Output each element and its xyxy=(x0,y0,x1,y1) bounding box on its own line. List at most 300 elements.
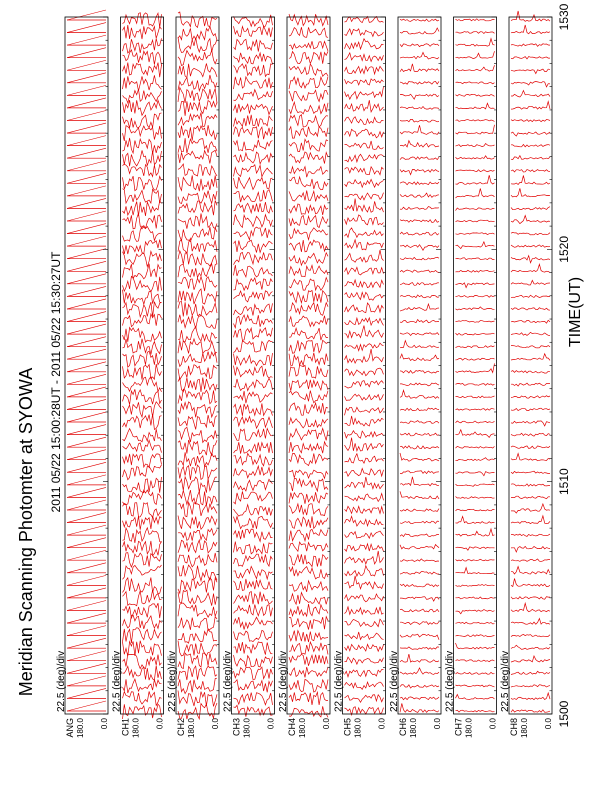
trace-line xyxy=(456,189,495,199)
trace-line xyxy=(511,504,550,513)
trace-line xyxy=(345,193,384,200)
panel-ch6 xyxy=(389,17,442,738)
scan-angle-line xyxy=(67,249,106,259)
panel-ch7 xyxy=(445,17,498,738)
trace-line xyxy=(345,477,384,489)
scan-angle-line xyxy=(67,224,106,234)
trace-line xyxy=(511,516,550,524)
trace-line xyxy=(178,529,217,541)
trace-line xyxy=(456,529,495,536)
trace-line xyxy=(289,428,328,440)
trace-line xyxy=(511,433,550,436)
trace-line xyxy=(178,88,217,104)
trace-line xyxy=(234,416,273,428)
trace-line xyxy=(178,440,217,455)
y-tick-top: 180.0 xyxy=(242,718,252,739)
trace-line xyxy=(511,132,550,136)
trace-line xyxy=(511,44,550,47)
trace-line xyxy=(234,190,273,203)
trace-line xyxy=(511,145,550,147)
trace-line xyxy=(400,685,439,689)
trace-line xyxy=(511,320,550,323)
trace-line xyxy=(178,653,217,669)
trace-line xyxy=(289,90,328,101)
trace-line xyxy=(400,52,439,59)
trace-line xyxy=(234,152,273,164)
x-tick-label: 1520 xyxy=(557,235,571,263)
trace-line xyxy=(289,316,328,327)
trace-line xyxy=(234,516,273,529)
trace-line xyxy=(511,295,550,298)
trace-line xyxy=(123,290,162,305)
panel-label: CH2 xyxy=(176,718,186,737)
trace-line xyxy=(123,503,162,518)
scan-angle-line xyxy=(67,550,106,560)
trace-line xyxy=(123,528,162,543)
trace-line xyxy=(456,516,495,523)
trace-line xyxy=(178,314,217,328)
trace-line xyxy=(178,703,217,719)
trace-line xyxy=(289,303,328,316)
trace-line xyxy=(178,138,217,153)
trace-line xyxy=(456,597,495,599)
trace-line xyxy=(345,129,384,138)
trace-line xyxy=(178,64,217,78)
trace-line xyxy=(289,492,328,504)
scale-label: 22.5 (deg)/div xyxy=(500,650,511,712)
trace-line xyxy=(234,240,273,252)
panel-ang xyxy=(56,10,109,738)
scan-angle-line xyxy=(67,337,106,347)
trace-line xyxy=(178,666,217,680)
trace-line xyxy=(345,117,384,125)
scan-angle-line xyxy=(67,10,106,20)
panel-frame xyxy=(398,17,441,714)
trace-line xyxy=(511,579,550,587)
trace-line xyxy=(234,104,273,115)
scan-angle-line xyxy=(67,588,106,598)
trace-line xyxy=(234,64,273,77)
trace-line xyxy=(511,446,550,449)
trace-line xyxy=(400,245,439,251)
trace-line xyxy=(511,264,550,272)
trace-line xyxy=(345,431,384,439)
scan-angle-line xyxy=(67,349,106,359)
trace-line xyxy=(400,597,439,601)
trace-line xyxy=(345,86,384,99)
trace-line xyxy=(234,453,273,466)
trace-line xyxy=(178,227,217,242)
trace-line xyxy=(289,679,328,692)
trace-line xyxy=(123,691,162,705)
trace-line xyxy=(123,302,162,317)
trace-line xyxy=(456,710,495,712)
trace-line xyxy=(511,232,550,235)
trace-line xyxy=(456,125,495,134)
scan-angle-line xyxy=(67,575,106,585)
trace-line xyxy=(345,17,384,23)
trace-line xyxy=(400,119,439,122)
trace-line xyxy=(511,245,550,247)
trace-line xyxy=(289,278,328,291)
scan-angle-line xyxy=(67,525,106,535)
trace-line xyxy=(345,66,384,74)
trace-line xyxy=(400,320,439,323)
trace-line xyxy=(511,156,550,160)
trace-line xyxy=(400,81,439,84)
trace-line xyxy=(456,333,495,335)
scan-angle-line xyxy=(67,73,106,83)
trace-line xyxy=(345,531,384,538)
panel-label: CH3 xyxy=(231,718,242,737)
trace-line xyxy=(345,53,384,62)
trace-line xyxy=(289,470,328,478)
trace-line xyxy=(289,204,328,215)
scan-angle-line xyxy=(67,676,106,686)
trace-line xyxy=(234,278,273,290)
trace-line xyxy=(178,691,217,707)
trace-line xyxy=(123,25,162,39)
trace-line xyxy=(289,27,328,37)
trace-line xyxy=(289,504,328,516)
trace-line xyxy=(400,509,439,512)
trace-line xyxy=(289,177,328,190)
trace-line xyxy=(400,283,439,286)
trace-line xyxy=(511,207,550,210)
trace-line xyxy=(234,579,273,591)
trace-line xyxy=(400,609,439,612)
trace-line xyxy=(178,150,217,163)
trace-line xyxy=(456,120,495,122)
x-tick-label: 1530 xyxy=(557,3,571,31)
trace-line xyxy=(178,641,217,656)
trace-line xyxy=(511,634,550,636)
trace-line xyxy=(123,189,162,204)
trace-line xyxy=(234,529,273,541)
trace-line xyxy=(456,170,495,172)
scan-angle-line xyxy=(67,475,106,485)
trace-line xyxy=(289,365,328,378)
trace-line xyxy=(289,604,328,616)
trace-line xyxy=(345,516,384,526)
trace-line xyxy=(234,391,273,403)
panel-label: ANG xyxy=(65,718,75,738)
panel-ch8 xyxy=(500,11,553,738)
panel-label: CH1 xyxy=(120,718,131,737)
trace-line xyxy=(178,565,217,581)
trace-line xyxy=(123,264,162,279)
trace-line xyxy=(456,635,495,637)
scan-angle-line xyxy=(67,261,106,271)
scan-angle-line xyxy=(67,412,106,422)
trace-line xyxy=(400,559,439,562)
trace-line xyxy=(511,120,550,122)
scan-angle-line xyxy=(67,701,106,711)
trace-line xyxy=(234,705,273,716)
trace-line xyxy=(234,127,273,139)
x-tick-label: 1500 xyxy=(557,700,571,728)
trace-line xyxy=(178,415,217,429)
trace-line xyxy=(234,215,273,228)
scan-angle-line xyxy=(67,198,106,208)
trace-line xyxy=(511,656,550,662)
trace-line xyxy=(345,280,384,288)
trace-line xyxy=(456,643,495,649)
scan-angle-line xyxy=(67,513,106,523)
trace-line xyxy=(456,484,495,486)
trace-line xyxy=(345,349,384,363)
trace-line xyxy=(123,516,162,530)
trace-line xyxy=(289,479,328,492)
trace-line xyxy=(123,240,162,255)
trace-line xyxy=(400,491,439,499)
trace-line xyxy=(123,339,162,355)
trace-line xyxy=(511,82,550,87)
trace-line xyxy=(345,438,384,451)
trace-line xyxy=(345,454,384,464)
scan-angle-line xyxy=(67,60,106,70)
trace-line xyxy=(400,545,439,550)
trace-line xyxy=(456,258,495,260)
scan-angle-line xyxy=(67,48,106,58)
trace-line xyxy=(289,102,328,114)
trace-line xyxy=(234,115,273,127)
scan-angle-line xyxy=(67,663,106,673)
trace-line xyxy=(123,13,162,28)
trace-line xyxy=(400,28,439,34)
trace-line xyxy=(289,380,328,391)
trace-line xyxy=(400,141,439,148)
scan-angle-line xyxy=(67,148,106,158)
trace-line xyxy=(178,629,217,643)
trace-line xyxy=(456,363,495,372)
trace-line xyxy=(234,202,273,213)
trace-line xyxy=(234,366,273,379)
trace-line xyxy=(456,346,495,348)
trace-line xyxy=(400,107,439,110)
trace-line xyxy=(178,238,217,253)
trace-line xyxy=(234,680,273,693)
trace-line xyxy=(345,469,384,477)
trace-line xyxy=(456,509,495,511)
trace-line xyxy=(456,19,495,21)
trace-line xyxy=(511,685,550,687)
y-tick-bottom: 0.0 xyxy=(488,718,498,730)
trace-line xyxy=(400,270,439,273)
trace-line xyxy=(456,458,495,461)
trace-line xyxy=(178,327,217,342)
trace-line xyxy=(345,544,384,552)
scale-label: 22.5 (deg)/div xyxy=(111,650,123,712)
trace-line xyxy=(400,44,439,47)
trace-line xyxy=(456,497,495,499)
trace-line xyxy=(289,631,328,642)
trace-line xyxy=(400,584,439,587)
trace-line xyxy=(345,566,384,576)
trace-line xyxy=(289,64,328,76)
trace-line xyxy=(178,465,217,480)
trace-line xyxy=(123,565,162,579)
trace-line xyxy=(289,240,328,252)
trace-line xyxy=(289,554,328,566)
trace-line xyxy=(345,303,384,313)
trace-line xyxy=(456,283,495,288)
trace-line xyxy=(345,79,384,85)
trace-line xyxy=(511,280,550,285)
trace-line xyxy=(178,617,217,631)
scan-angle-line xyxy=(67,211,106,221)
trace-line xyxy=(400,257,439,260)
trace-line xyxy=(234,542,273,554)
trace-line xyxy=(289,51,328,63)
trace-line xyxy=(123,100,162,115)
scale-label: 22.5 (deg)/div xyxy=(222,650,234,712)
trace-line xyxy=(400,421,439,424)
trace-line xyxy=(178,402,217,417)
trace-line xyxy=(234,252,273,264)
trace-line xyxy=(511,396,550,398)
trace-line xyxy=(289,667,328,678)
scan-angle-line xyxy=(67,563,106,573)
trace-line xyxy=(456,156,495,159)
scan-angle-line xyxy=(67,450,106,460)
scan-angle-line xyxy=(67,85,106,95)
panel-label: CH8 xyxy=(509,718,519,737)
panel-ch5 xyxy=(334,17,387,739)
trace-line xyxy=(289,265,328,276)
y-tick-bottom: 0.0 xyxy=(155,718,165,730)
trace-line xyxy=(456,446,495,448)
trace-line xyxy=(178,516,217,530)
trace-line xyxy=(178,490,217,505)
trace-line xyxy=(400,341,439,348)
trace-line xyxy=(234,566,273,579)
y-tick-bottom: 0.0 xyxy=(322,718,331,730)
trace-line xyxy=(400,64,439,72)
scan-angle-line xyxy=(67,500,106,510)
trace-line xyxy=(178,678,217,693)
trace-line xyxy=(178,101,217,116)
trace-line xyxy=(345,381,384,389)
scale-label: 22.5 (deg)/div xyxy=(278,650,289,712)
trace-line xyxy=(289,253,328,265)
x-axis-label: TIME(UT) xyxy=(567,276,584,348)
trace-line xyxy=(400,433,439,436)
trace-line xyxy=(289,127,328,138)
trace-line xyxy=(178,164,217,176)
trace-line xyxy=(123,89,162,103)
trace-line xyxy=(511,693,550,700)
trace-line xyxy=(289,353,328,366)
trace-line xyxy=(511,603,550,611)
trace-line xyxy=(400,534,439,537)
trace-line xyxy=(289,529,328,541)
trace-line xyxy=(178,603,217,617)
scale-label: 22.5 (deg)/div xyxy=(389,650,400,712)
trace-line xyxy=(289,77,328,89)
panel-label: CH5 xyxy=(342,718,353,737)
trace-line xyxy=(289,403,328,415)
trace-line xyxy=(511,188,550,197)
trace-line xyxy=(456,660,495,662)
trace-line xyxy=(289,328,328,340)
panel-frame xyxy=(509,17,552,714)
scale-label: 22.5 (deg)/div xyxy=(56,650,67,712)
trace-line xyxy=(178,540,217,553)
trace-line xyxy=(345,228,384,238)
trace-line xyxy=(400,703,439,712)
x-tick-label: 1510 xyxy=(557,468,571,496)
trace-line xyxy=(400,220,439,223)
trace-line xyxy=(511,710,550,713)
scan-angle-line xyxy=(67,638,106,648)
trace-line xyxy=(456,610,495,614)
trace-line xyxy=(289,340,328,353)
scan-angle-line xyxy=(67,299,106,309)
trace-line xyxy=(234,379,273,391)
trace-line xyxy=(511,454,550,461)
trace-line xyxy=(178,113,217,127)
trace-line xyxy=(123,665,162,680)
trace-line xyxy=(234,492,273,504)
trace-line xyxy=(234,630,273,641)
trace-line xyxy=(289,152,328,164)
trace-line xyxy=(289,617,328,630)
trace-line xyxy=(178,75,217,91)
trace-line xyxy=(511,102,550,110)
scan-angle-line xyxy=(67,399,106,409)
trace-line xyxy=(178,365,217,380)
trace-line xyxy=(234,554,273,566)
trace-line xyxy=(345,551,384,564)
scan-angle-line xyxy=(67,437,106,447)
scan-angle-line xyxy=(67,688,106,698)
trace-line xyxy=(345,179,384,187)
trace-line xyxy=(456,559,495,561)
trace-line xyxy=(511,597,550,600)
trace-line xyxy=(178,289,217,304)
trace-line xyxy=(345,240,384,250)
trace-line xyxy=(400,157,439,160)
trace-line xyxy=(400,370,439,373)
trace-line xyxy=(234,303,273,315)
trace-line xyxy=(123,389,162,404)
trace-line xyxy=(123,429,162,442)
trace-line xyxy=(511,619,550,625)
trace-line xyxy=(345,670,384,677)
trace-line xyxy=(178,12,217,27)
y-tick-top: 180.0 xyxy=(187,718,196,739)
trace-line xyxy=(123,402,162,417)
trace-line xyxy=(511,534,550,536)
trace-line xyxy=(123,454,162,468)
trace-line xyxy=(345,682,384,689)
trace-line xyxy=(234,265,273,277)
trace-line xyxy=(234,291,273,302)
trace-line xyxy=(511,383,550,386)
trace-line xyxy=(123,654,162,669)
trace-line xyxy=(400,182,439,185)
trace-line xyxy=(178,37,217,52)
trace-line xyxy=(511,332,550,335)
trace-line xyxy=(178,213,217,228)
trace-line xyxy=(234,15,273,27)
trace-line xyxy=(123,641,162,656)
trace-line xyxy=(234,429,273,441)
trace-line xyxy=(178,175,217,191)
trace-line xyxy=(511,11,550,21)
trace-line xyxy=(456,32,495,34)
